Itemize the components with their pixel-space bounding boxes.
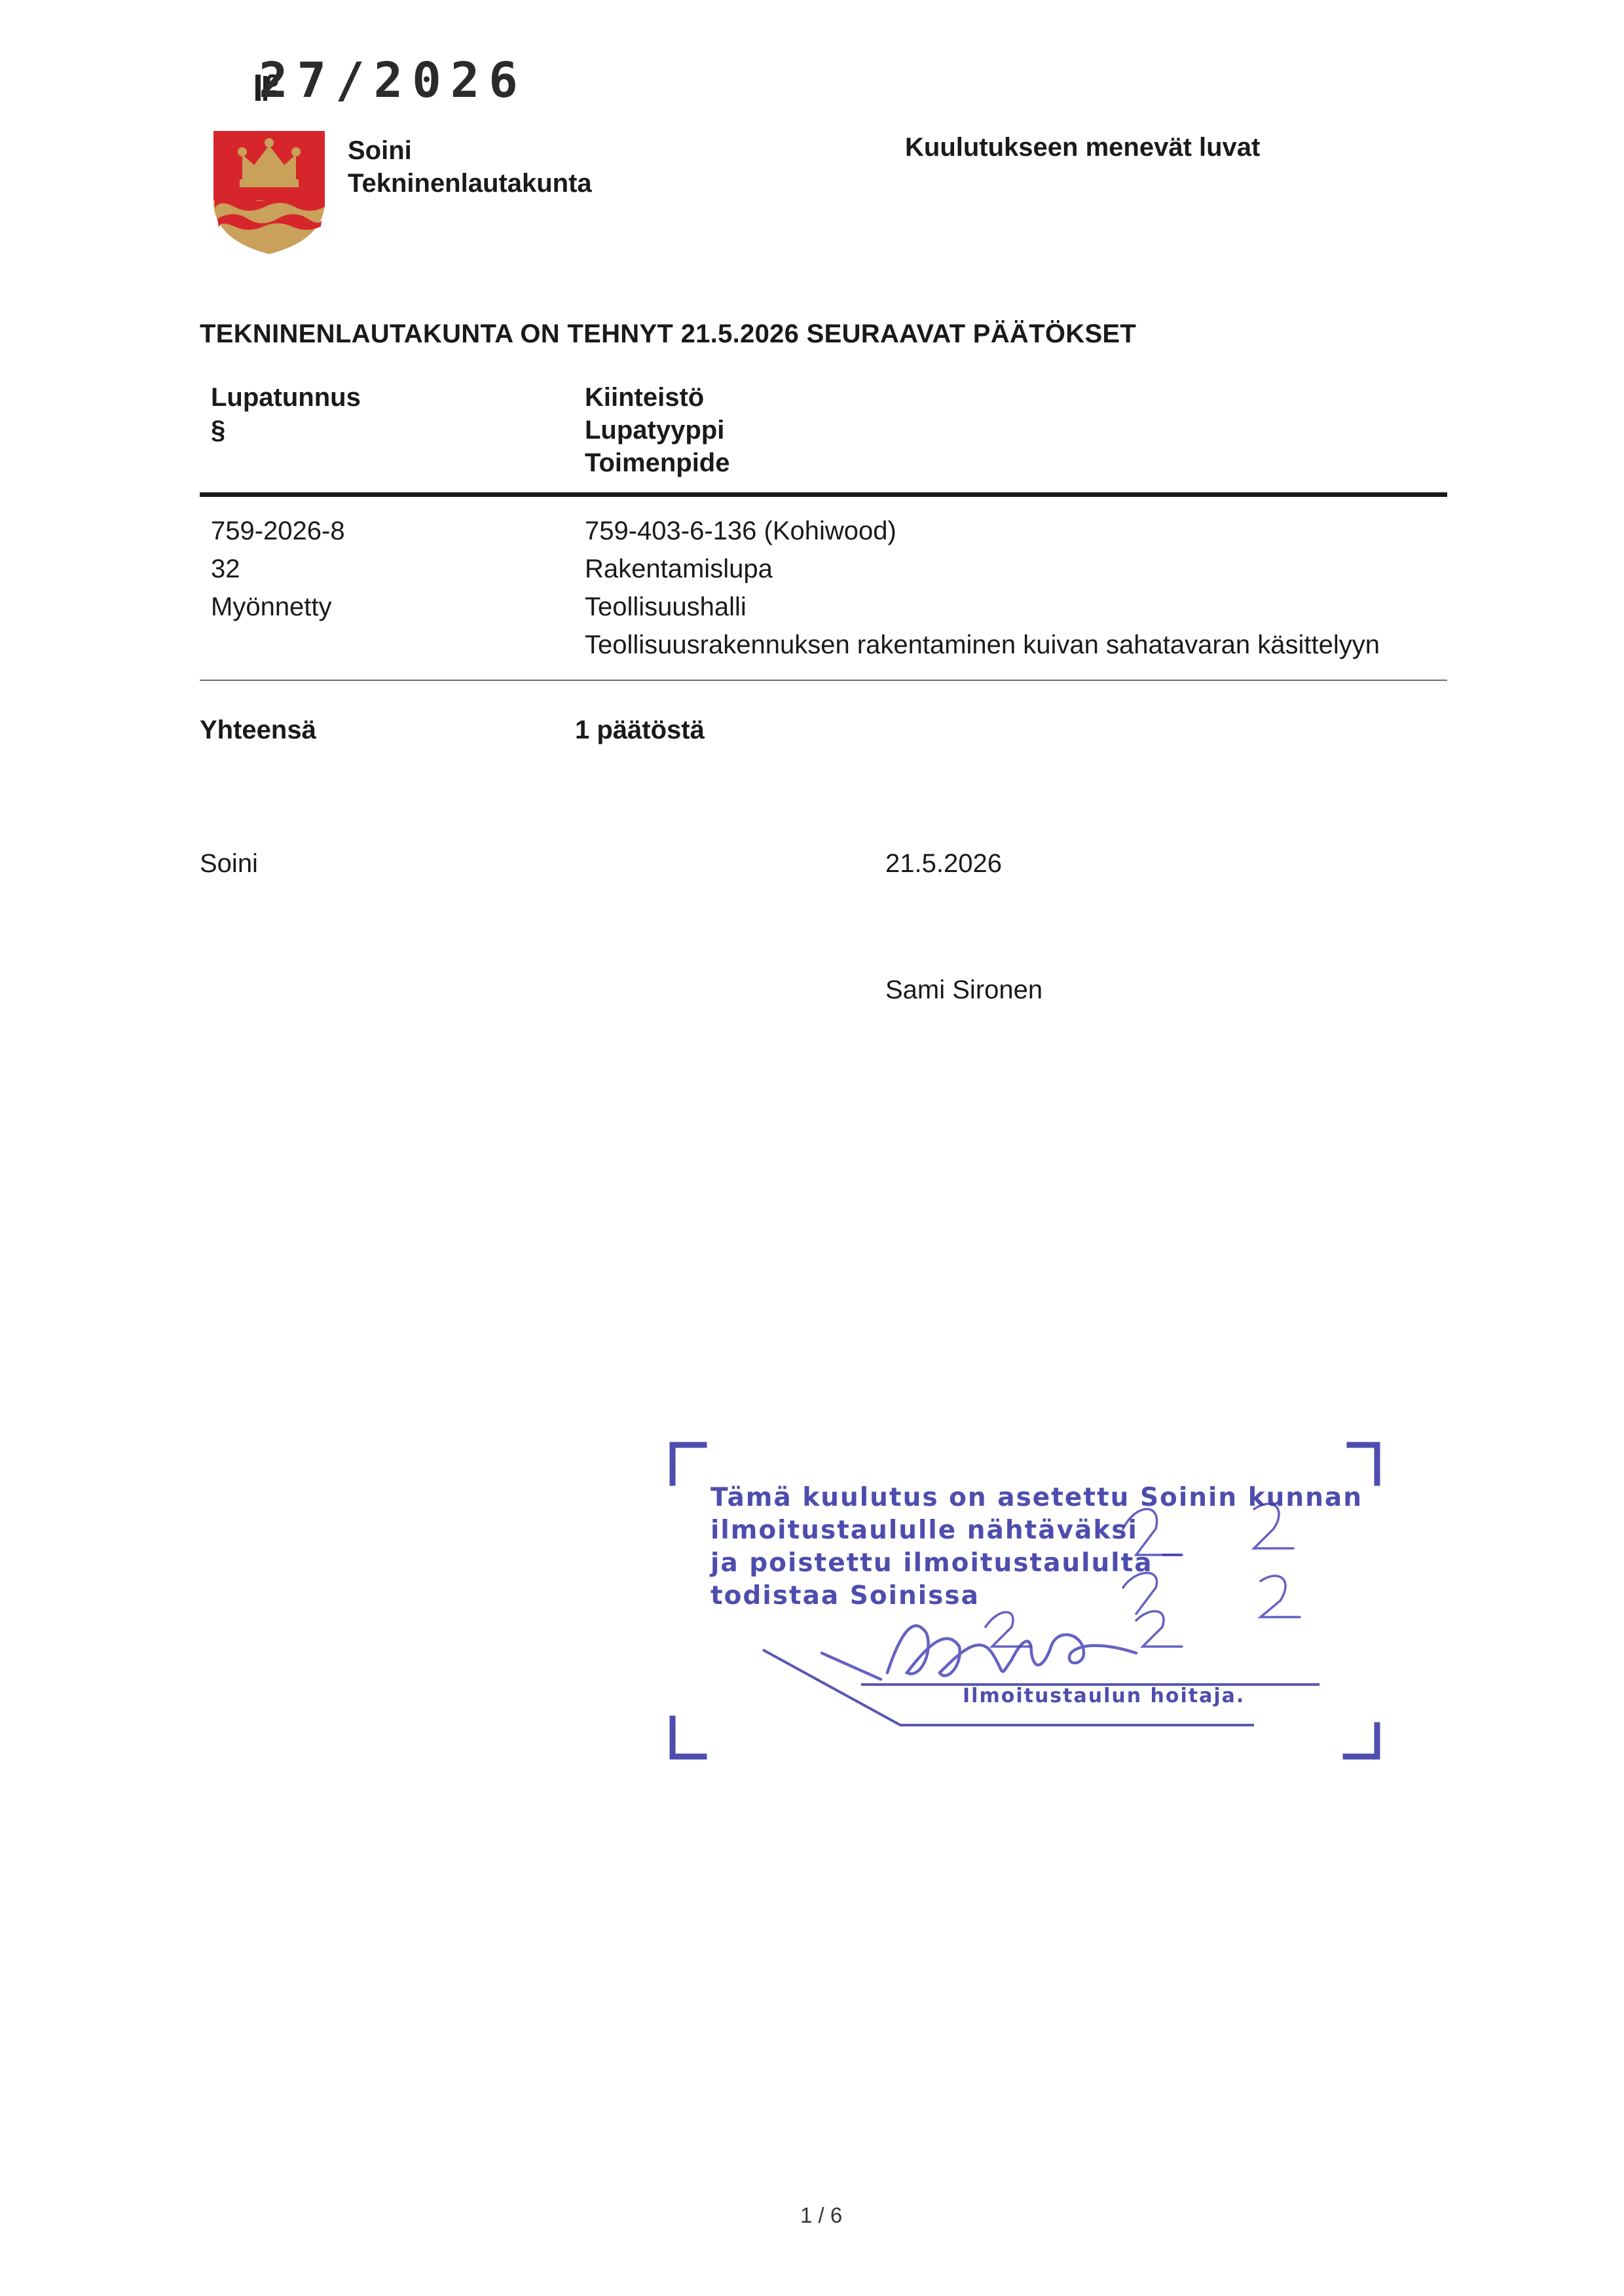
table-bottom-divider [200,680,1447,681]
cell-property: 759-403-6-136 (Kohiwood) [585,517,896,545]
column-header-permit-type: Lupatyyppi [585,416,725,445]
handwritten-signature [822,1626,1136,1679]
notice-board-stamp [665,1437,1390,1771]
cell-action: Teollisuusrakennuksen rakentaminen kuivan sahatavaran käsittelyyn [585,630,1380,659]
board-name: Tekninenlautakunta [348,169,592,198]
signature-date: 21.5.2026 [885,849,1002,878]
stamp-line-1: Tämä kuulutus on asetettu Soinin kunnan [710,1483,1363,1512]
stamp-caption: Ilmoitustaulun hoitaja. [963,1685,1246,1707]
document-type: Kuulutukseen menevät luvat [905,133,1261,162]
stamp-line-4: todistaa Soinissa [710,1581,980,1611]
total-value: 1 päätöstä [575,716,705,744]
column-header-section: § [211,416,226,445]
column-header-property: Kiinteistö [585,383,705,412]
cell-building-type: Teollisuushalli [585,592,747,621]
signer-name: Sami Sironen [885,975,1043,1004]
column-header-permit-id: Lupatunnus [211,383,361,412]
column-header-action: Toimenpide [585,448,730,477]
cell-permit-type: Rakentamislupa [585,555,773,583]
stamp-line-3: ja poistettu ilmoitustaululta [710,1548,1153,1578]
registry-number: 27/2026 [259,52,527,109]
cell-decision: Myönnetty [211,592,332,621]
header-divider [200,492,1447,497]
cell-permit-id: 759-2026-8 [211,517,345,545]
page-number: 1 / 6 [800,2203,843,2227]
page-title: TEKNINENLAUTAKUNTA ON TEHNYT 21.5.2026 SEURAAVAT PÄÄTÖKSET [200,319,1137,348]
stamp-line-2: ilmoitustaululle nähtäväksi [710,1516,1138,1545]
soini-coat-of-arms [211,128,327,257]
municipality-name: Soini [348,136,412,165]
total-label: Yhteensä [200,716,316,744]
signature-place: Soini [200,849,258,878]
cell-section: 32 [211,555,240,583]
